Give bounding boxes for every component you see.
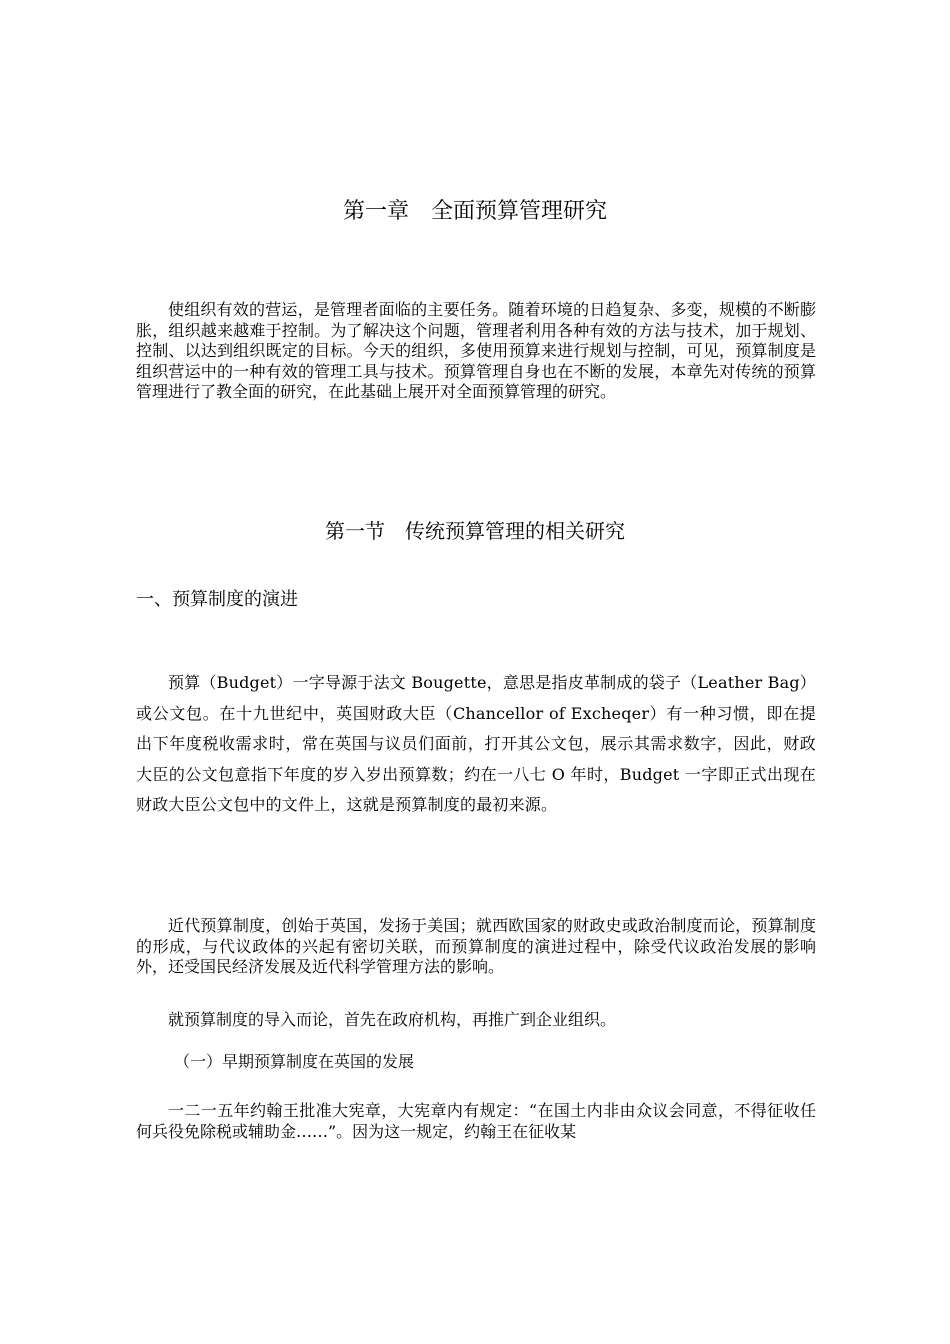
budget-etymology-paragraph: 预算（Budget）一字导源于法文 Bougette，意思是指皮革制成的袋子（Leather Bag）或公文包。在十九世纪中，英国财政大臣（Chancellor of Excheqer）有一种习惯，即在提出下年度税收需求时，常在英国与议员们面前，打开其公文包，展示其需求数字，因此，财政大臣的公文包意指下年度的岁入岁出预算数；约在一八七 O 年时，Budget 一字即正式出现在财政大臣公文包中的文件上，这就是预算制度的最初来源。 <box>136 673 816 814</box>
chapter-title: 第一章 全面预算管理研究 <box>342 199 607 224</box>
chapter-intro-paragraph: 使组织有效的营运，是管理者面临的主要任务。随着环境的日趋复杂、多变，规模的不断膨胀，组织越来越难于控制。为了解决这个问题，管理者利用各种有效的方法与技术，加于规划、控制、以达到组织既定的目标。今天的组织，多使用预算来进行规划与控制，可见，预算制度是组织营运中的一种有效的管理工具与技术。预算管理自身也在不断的发展，本章先对传统的预算管理进行了教全面的研究，在此基础上展开对全面预算管理的研究。 <box>136 300 816 401</box>
budget-introduction-paragraph: 就预算制度的导入而论，首先在政府机构，再推广到企业组织。 <box>168 1010 617 1029</box>
section-title: 第一节 传统预算管理的相关研究 <box>325 519 625 543</box>
modern-budget-paragraph: 近代预算制度，创始于英国，发扬于美国；就西欧国家的财政史或政治制度而论，预算制度的形成，与代议政体的兴起有密切关联，而预算制度的演进过程中，除受代议政治发展的影响外，还受国民经济发展及近代科学管理方法的影响。 <box>136 916 816 976</box>
early-budget-heading: （一）早期预算制度在英国的发展 <box>174 1052 415 1071</box>
magna-carta-paragraph: 一二一五年约翰王批准大宪章，大宪章内有规定：“在国土内非由众议会同意，不得征收任何兵役免除税或辅助金……”。因为这一规定，约翰王在征收某 <box>136 1101 816 1141</box>
subsection-heading: 一、预算制度的演进 <box>136 589 298 610</box>
